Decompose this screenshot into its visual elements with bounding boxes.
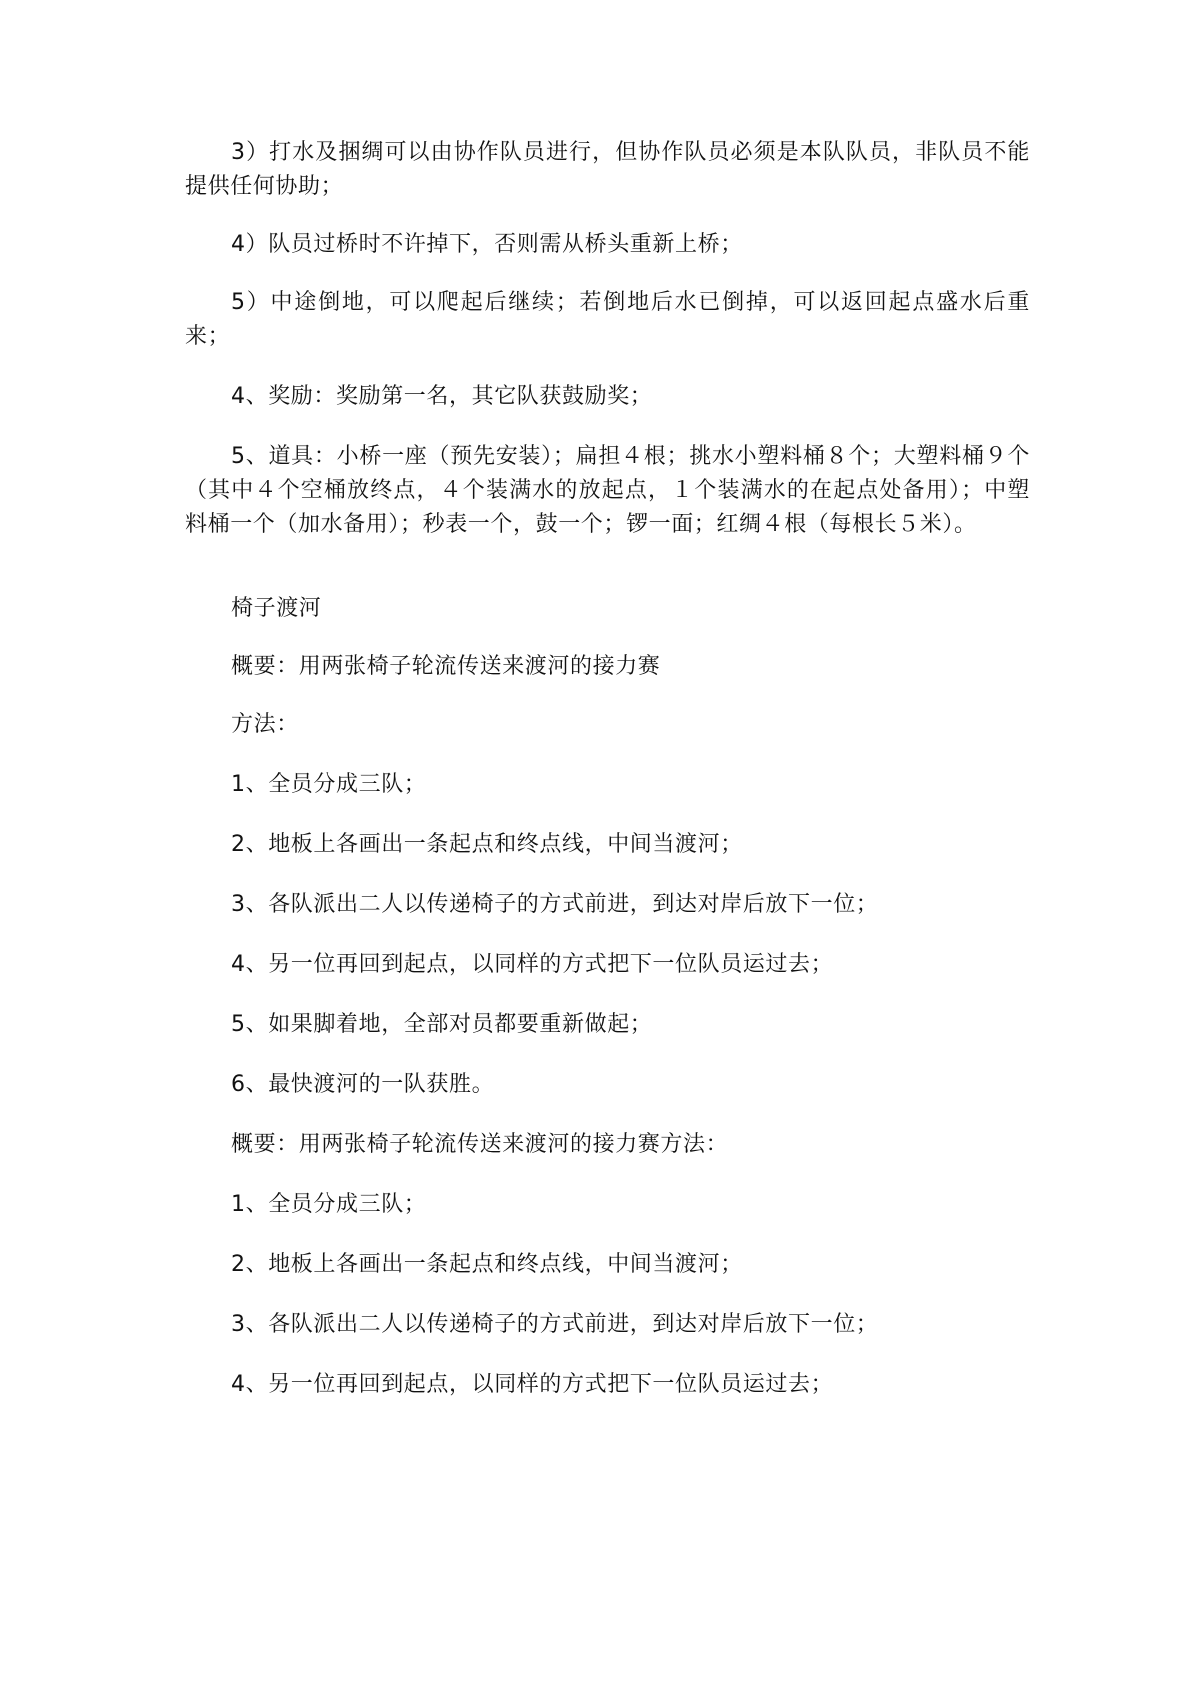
paragraph-reward: 4、奖励：奖励第一名，其它队获鼓励奖； <box>231 384 653 409</box>
paragraph-rule-4: 4）队员过桥时不许掉下，否则需从桥头重新上桥； <box>231 232 743 257</box>
list-item: 1、全员分成三队； <box>231 1192 427 1217</box>
list-item: 3、各队派出二人以传递椅子的方式前进，到达对岸后放下一位； <box>231 1312 879 1337</box>
list-item: 4、另一位再回到起点，以同样的方式把下一位队员运过去； <box>231 1372 834 1397</box>
list-item: 2、地板上各画出一条起点和终点线，中间当渡河； <box>231 1252 743 1277</box>
paragraph-rule-5: 5）中途倒地，可以爬起后继续；若倒地后水已倒掉，可以返回起点盛水后重来； <box>185 290 1030 349</box>
list-item: 5、如果脚着地，全部对员都要重新做起； <box>231 1012 653 1037</box>
paragraph-summary: 概要：用两张椅子轮流传送来渡河的接力赛 <box>231 654 661 679</box>
list-item: 6、最快渡河的一队获胜。 <box>231 1072 495 1097</box>
list-item: 2、地板上各画出一条起点和终点线，中间当渡河； <box>231 832 743 857</box>
paragraph-method-label: 方法： <box>231 712 299 737</box>
list-item: 4、另一位再回到起点，以同样的方式把下一位队员运过去； <box>231 952 834 977</box>
paragraph-rule-3: 3）打水及捆绸可以由协作队员进行，但协作队员必须是本队队员，非队员不能提供任何协助； <box>185 140 1030 199</box>
section-heading: 椅子渡河 <box>231 596 322 621</box>
list-item: 1、全员分成三队； <box>231 772 427 797</box>
list-item: 3、各队派出二人以传递椅子的方式前进，到达对岸后放下一位； <box>231 892 879 917</box>
paragraph-summary-method: 概要：用两张椅子轮流传送来渡河的接力赛方法： <box>231 1132 729 1157</box>
paragraph-props: 5、道具：小桥一座（预先安装）；扁担４根；挑水小塑料桶８个；大塑料桶９个（其中４个空桶放终点，４个装满水的放起点，１个装满水的在起点处备用）；中塑料桶一个（加水备用）；秒表一个，鼓一个；锣一面；红绸４根（每根长５米）。 <box>185 444 1030 537</box>
